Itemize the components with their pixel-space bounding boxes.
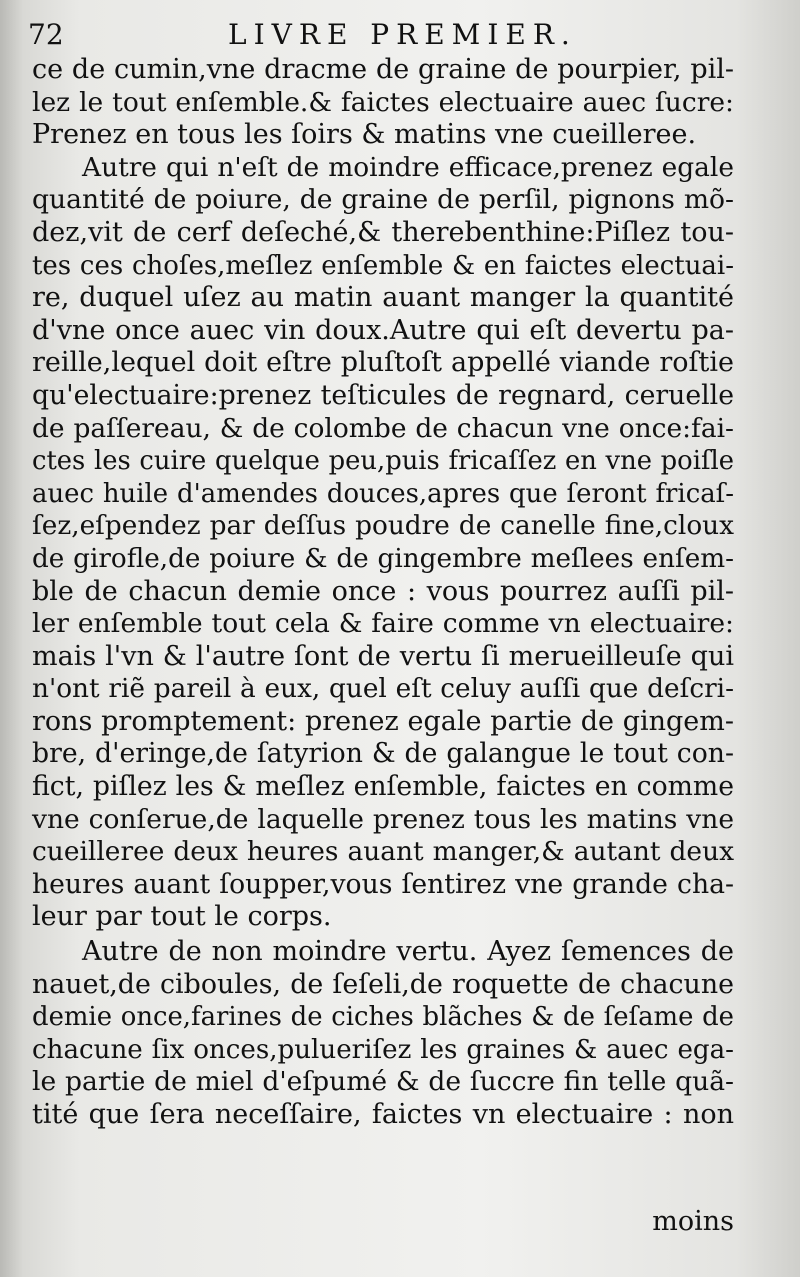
- text-line: ble de chacun demie once : vous pourrez auſſi pil-: [32, 575, 734, 607]
- paragraph-2: [32, 152, 734, 934]
- text-line: de paſſereau, & de colombe de chacun vne once:fai-: [32, 412, 734, 444]
- text-line: ler enſemble tout cela & faire comme vn electuaire:: [32, 608, 734, 640]
- page-header: [28, 14, 760, 50]
- text-line: auec huile d'amendes douces,apres que ſeront fricaſ-: [32, 478, 734, 509]
- running-title: LIVRE PREMIER.: [228, 18, 577, 51]
- text-line: chacune ſix onces,pulueriſez les graines & auec ega-: [32, 1034, 734, 1065]
- text-line: re, duquel uſez au matin auant manger la quantité: [32, 282, 734, 314]
- text-line: fict, piſlez les & meſlez enſemble, faictes en comme: [32, 771, 734, 803]
- paragraph-1: [32, 54, 734, 152]
- text-line: demie once,farines de ciches blãches & de ſeſame de: [32, 1002, 734, 1033]
- page-number: 72: [28, 18, 64, 51]
- text-line: cueilleree deux heures auant manger,& autant deux: [32, 836, 734, 868]
- text-body: [32, 54, 734, 1132]
- text-line: vne conſerue,de laquelle prenez tous les matins vne: [32, 803, 734, 835]
- text-line: tité que ſera neceſſaire, faictes vn electuaire : non: [32, 1099, 734, 1130]
- page-gutter: [0, 0, 22, 1277]
- text-line: ctes les cuire quelque peu,puis fricaſſez en vne poiſle: [32, 446, 734, 477]
- text-line: le partie de miel d'eſpumé & de ſuccre fin telle quã-: [32, 1066, 734, 1098]
- text-line: Autre qui n'eſt de moindre efficace,prenez egale: [82, 151, 734, 183]
- text-line: lez le tout enſemble.& faictes electuaire auec ſucre:: [32, 86, 734, 118]
- text-line: nauet,de ciboules, de ſeſeli,de roquette de chacune: [32, 968, 734, 1000]
- catchword: moins: [652, 1206, 734, 1237]
- text-line: leur par tout le corps.: [32, 901, 332, 933]
- text-line: mais l'vn & l'autre ſont de vertu ſi merueilleuſe qui: [32, 640, 734, 672]
- text-line: reille,lequel doit eſtre pluſtoſt appellé viande roſtie: [32, 347, 734, 379]
- text-line: dez,vit de cerf deſeché,& therebenthine:Piſlez tou-: [32, 216, 734, 248]
- text-line: de girofle,de poiure & de gingembre meſlees enſem-: [32, 543, 734, 574]
- text-line: Prenez en tous les ſoirs & matins vne cueilleree.: [32, 119, 697, 151]
- text-line: qu'electuaire:prenez teſticules de regnard, ceruelle: [32, 379, 734, 411]
- text-line: heures auant ſoupper,vous ſentirez vne grande cha-: [32, 868, 734, 900]
- text-line: quantité de poiure, de graine de perſil, pignons mõ-: [32, 184, 734, 216]
- text-line: ce de cumin,vne dracme de graine de pourpier, pil-: [32, 54, 734, 85]
- text-line: ſez,eſpendez par deſſus poudre de canelle fine,cloux: [32, 511, 734, 542]
- text-line: n'ont riẽ pareil à eux, quel eſt celuy auſſi que deſcri-: [32, 674, 734, 705]
- text-line: Autre de non moindre vertu. Ayez ſemences de: [82, 936, 734, 968]
- text-line: d'vne once auec vin doux.Autre qui eſt devertu pa-: [32, 314, 734, 346]
- text-line: bre, d'eringe,de ſatyrion & de galangue le tout con-: [32, 738, 734, 770]
- paragraph-3: [32, 936, 734, 1132]
- text-line: tes ces choſes,meſlez enſemble & en faictes electuai-: [32, 250, 734, 281]
- text-line: rons promptement: prenez egale partie de gingem-: [32, 705, 734, 737]
